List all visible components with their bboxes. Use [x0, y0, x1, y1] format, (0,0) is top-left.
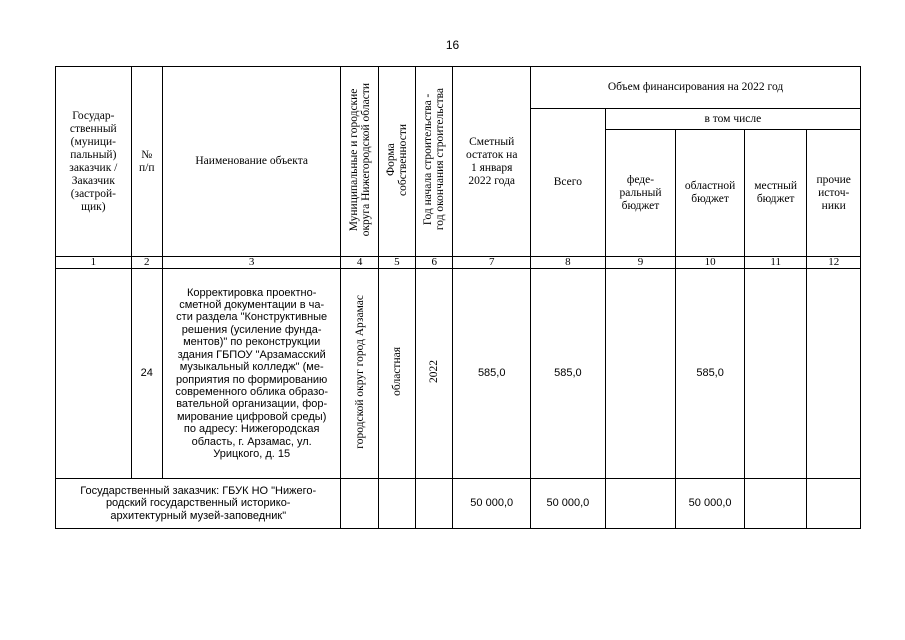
- column-number: 1: [56, 257, 132, 269]
- header-balance: Сметный остаток на 1 января 2022 года: [453, 67, 531, 257]
- column-numbers-row: [56, 257, 861, 269]
- column-number: 8: [531, 257, 606, 269]
- header-municipality: Муниципальные и городские округа Нижегородской области: [341, 67, 378, 257]
- column-number: 12: [807, 257, 861, 269]
- header-local: местный бюджет: [744, 130, 807, 257]
- header-financing: Объем финансирования на 2022 год: [531, 67, 861, 109]
- header-ownership: Форма собственности: [378, 67, 415, 257]
- table-row: [56, 269, 861, 479]
- row-total: 585,0: [531, 269, 606, 479]
- column-number: 5: [378, 257, 415, 269]
- header-including: в том числе: [605, 109, 860, 130]
- summary-municipality: [341, 479, 378, 529]
- column-number: 9: [605, 257, 676, 269]
- row-federal: [605, 269, 676, 479]
- summary-regional: 50 000,0: [676, 479, 745, 529]
- summary-total: 50 000,0: [531, 479, 606, 529]
- summary-balance: 50 000,0: [453, 479, 531, 529]
- row-number: 24: [131, 269, 162, 479]
- row-ownership: областная: [378, 269, 415, 479]
- column-number: 4: [341, 257, 378, 269]
- summary-local: [744, 479, 807, 529]
- header-total: Всего: [531, 109, 606, 257]
- row-municipality: городской округ город Арзамас: [341, 269, 378, 479]
- summary-ownership: [378, 479, 415, 529]
- column-number: 7: [453, 257, 531, 269]
- header-years: Год начала строительства - год окончания строительства: [416, 67, 453, 257]
- summary-row: [56, 479, 861, 529]
- row-years: 2022: [416, 269, 453, 479]
- column-number: 2: [131, 257, 162, 269]
- header-federal: феде- ральный бюджет: [605, 130, 676, 257]
- row-customer: [56, 269, 132, 479]
- row-balance: 585,0: [453, 269, 531, 479]
- header-other: прочие источ- ники: [807, 130, 861, 257]
- summary-federal: [605, 479, 676, 529]
- row-regional: 585,0: [676, 269, 745, 479]
- column-number: 3: [162, 257, 341, 269]
- summary-other: [807, 479, 861, 529]
- column-number: 10: [676, 257, 745, 269]
- financing-table: [55, 66, 861, 529]
- summary-years: [416, 479, 453, 529]
- column-number: 6: [416, 257, 453, 269]
- row-other: [807, 269, 861, 479]
- header-regional: областной бюджет: [676, 130, 745, 257]
- column-number: 11: [744, 257, 807, 269]
- row-local: [744, 269, 807, 479]
- header-object-name: Наименование объекта: [162, 67, 341, 257]
- summary-customer: Государственный заказчик: ГБУК НО "Нижего- родский государственный историко- архитектурный музей-заповедник": [56, 479, 341, 529]
- header-number: № п/п: [131, 67, 162, 257]
- row-object-name: Корректировка проектно- сметной документации в ча- сти раздела "Конструктивные решения (усиление фунда- ментов)" по реконструкции здания ГБПОУ "Арзамасский музыкальный колледж" (ме- роприятия по формированию современного облика образо- вательной организации, фор- мирование цифровой среды) по адресу: Нижегородская область, г. Арзамас, ул. Урицкого, д. 15: [162, 269, 341, 479]
- page-number: 16: [445, 38, 460, 52]
- header-customer: Государ- ственный (муници- пальный) заказчик / Заказчик (застрой- щик): [56, 67, 132, 257]
